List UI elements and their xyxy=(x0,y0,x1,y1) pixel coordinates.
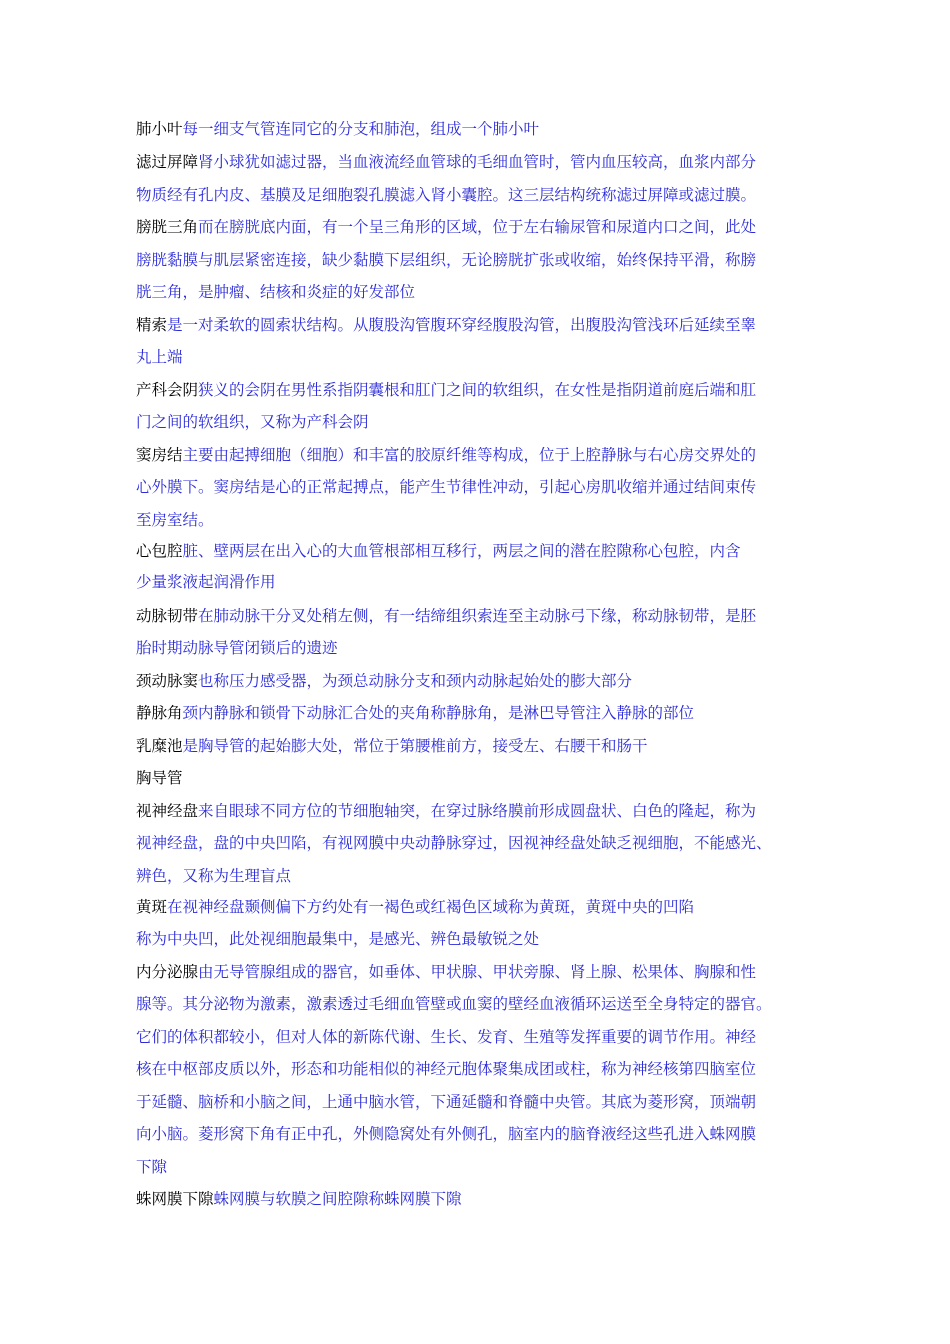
term: 产科会阴 xyxy=(136,381,199,399)
text-line xyxy=(136,833,772,853)
definition: 至房室结。 xyxy=(136,511,214,529)
definition: 蛛网膜与软膜之间腔隙称蛛网膜下隙 xyxy=(213,1190,462,1208)
text-line xyxy=(136,671,632,691)
definition: 颈内静脉和锁骨下动脉汇合处的夹角称静脉角，是淋巴导管注入静脉的部位 xyxy=(182,704,695,722)
term: 膀胱三角 xyxy=(136,218,199,236)
text-line xyxy=(136,282,415,302)
definition: 来自眼球不同方位的节细胞轴突，在穿过脉络膜前形成圆盘状、白色的隆起，称为 xyxy=(198,802,757,820)
term: 肺小叶 xyxy=(136,120,183,138)
text-line xyxy=(136,185,756,205)
text-line xyxy=(136,962,756,982)
definition: 腺等。其分泌物为激素，激素透过毛细血管壁或血窦的壁经血液循环运送至全身特定的器官。 xyxy=(136,995,772,1013)
text-line xyxy=(136,250,756,270)
definition: 狭义的会阴在男性系指阴囊根和肛门之间的软组织，在女性是指阴道前庭后端和肛 xyxy=(198,381,757,399)
text-line xyxy=(136,1092,756,1112)
text-line xyxy=(136,1027,756,1047)
text-line xyxy=(136,994,772,1014)
definition: 视神经盘，盘的中央凹陷，有视网膜中央动静脉穿过，因视神经盘处缺乏视细胞，不能感光、 xyxy=(136,834,772,852)
definition: 物质经有孔内皮、基膜及足细胞裂孔膜滤入肾小囊腔。这三层结构统称滤过屏障或滤过膜。 xyxy=(136,186,757,204)
definition: 它们的体积都较小，但对人体的新陈代谢、生长、发育、生殖等发挥重要的调节作用。神经 xyxy=(136,1028,757,1046)
definition: 是一对柔软的圆索状结构。从腹股沟管腹环穿经腹股沟管，出腹股沟管浅环后延续至睾 xyxy=(167,316,757,334)
text-line xyxy=(136,572,276,592)
text-line xyxy=(136,1124,756,1144)
definition: 核在中枢部皮质以外，形态和功能相似的神经元胞体聚集成团或柱，称为神经核第四脑室位 xyxy=(136,1060,757,1078)
definition: 在视神经盘颞侧偏下方约处有一褐色或红褐色区域称为黄斑，黄斑中央的凹陷 xyxy=(167,898,695,916)
text-line xyxy=(136,1157,167,1177)
term: 心包腔 xyxy=(136,542,183,560)
text-line xyxy=(136,1059,756,1079)
term: 动脉韧带 xyxy=(136,607,199,625)
definition: 脏、壁两层在出入心的大血管根部相互移行，两层之间的潜在腔隙称心包腔，内含 xyxy=(182,542,741,560)
text-line xyxy=(136,152,756,172)
text-line xyxy=(136,1189,462,1209)
text-line xyxy=(136,477,756,497)
term: 胸导管 xyxy=(136,769,183,787)
term: 窦房结 xyxy=(136,446,183,464)
text-line xyxy=(136,736,648,756)
definition: 胱三角，是肿瘤、结核和炎症的好发部位 xyxy=(136,283,416,301)
term: 蛛网膜下隙 xyxy=(136,1190,214,1208)
text-line xyxy=(136,380,756,400)
text-line xyxy=(136,801,756,821)
definition: 向小脑。菱形窝下角有正中孔，外侧隐窝处有外侧孔，脑室内的脑脊液经这些孔进入蛛网膜 xyxy=(136,1125,757,1143)
term: 颈动脉窦 xyxy=(136,672,199,690)
definition: 辨色，又称为生理盲点 xyxy=(136,867,292,885)
text-line xyxy=(136,119,539,139)
definition: 门之间的软组织，又称为产科会阴 xyxy=(136,413,369,431)
text-line xyxy=(136,606,756,626)
definition: 下隙 xyxy=(136,1158,168,1176)
text-line xyxy=(136,315,756,335)
text-line xyxy=(136,347,183,367)
definition: 于延髓、脑桥和小脑之间，上通中脑水管，下通延髓和脊髓中央管。其底为菱形窝，顶端朝 xyxy=(136,1093,757,1111)
text-line xyxy=(136,217,756,237)
definition: 丸上端 xyxy=(136,348,183,366)
term: 内分泌腺 xyxy=(136,963,199,981)
definition: 胎时期动脉导管闭锁后的遗迹 xyxy=(136,639,338,657)
definition: 主要由起搏细胞（细胞）和丰富的胶原纤维等构成，位于上腔静脉与右心房交界处的 xyxy=(182,446,757,464)
text-line xyxy=(136,445,756,465)
definition: 由无导管腺组成的器官，如垂体、甲状腺、甲状旁腺、肾上腺、松果体、胸腺和性 xyxy=(198,963,757,981)
definition: 是胸导管的起始膨大处，常位于第腰椎前方，接受左、右腰干和肠干 xyxy=(182,737,648,755)
term: 滤过屏障 xyxy=(136,153,199,171)
text-line xyxy=(136,510,214,530)
text-line xyxy=(136,897,694,917)
term: 黄斑 xyxy=(136,898,168,916)
definition: 称为中央凹，此处视细胞最集中，是感光、辨色最敏锐之处 xyxy=(136,930,540,948)
term: 精索 xyxy=(136,316,168,334)
definition: 在肺动脉干分叉处稍左侧，有一结缔组织索连至主动脉弓下缘，称动脉韧带，是胚 xyxy=(198,607,757,625)
text-line xyxy=(136,638,338,658)
text-line xyxy=(136,866,291,886)
text-line xyxy=(136,703,694,723)
definition: 每一细支气管连同它的分支和肺泡，组成一个肺小叶 xyxy=(182,120,540,138)
text-line xyxy=(136,929,539,949)
text-line xyxy=(136,541,741,561)
definition: 心外膜下。窦房结是心的正常起搏点，能产生节律性冲动，引起心房肌收缩并通过结间束传 xyxy=(136,478,757,496)
definition: 膀胱黏膜与肌层紧密连接，缺少黏膜下层组织，无论膀胱扩张或收缩，始终保持平滑，称膀 xyxy=(136,251,757,269)
definition: 肾小球犹如滤过器，当血液流经血管球的毛细血管时，管内血压较高，血浆内部分 xyxy=(198,153,757,171)
term: 乳糜池 xyxy=(136,737,183,755)
text-line xyxy=(136,412,369,432)
term: 静脉角 xyxy=(136,704,183,722)
text-line xyxy=(136,768,183,788)
definition: 也称压力感受器，为颈总动脉分支和颈内动脉起始处的膨大部分 xyxy=(198,672,633,690)
definition: 而在膀胱底内面，有一个呈三角形的区域，位于左右输尿管和尿道内口之间，此处 xyxy=(198,218,757,236)
definition: 少量浆液起润滑作用 xyxy=(136,573,276,591)
term: 视神经盘 xyxy=(136,802,199,820)
